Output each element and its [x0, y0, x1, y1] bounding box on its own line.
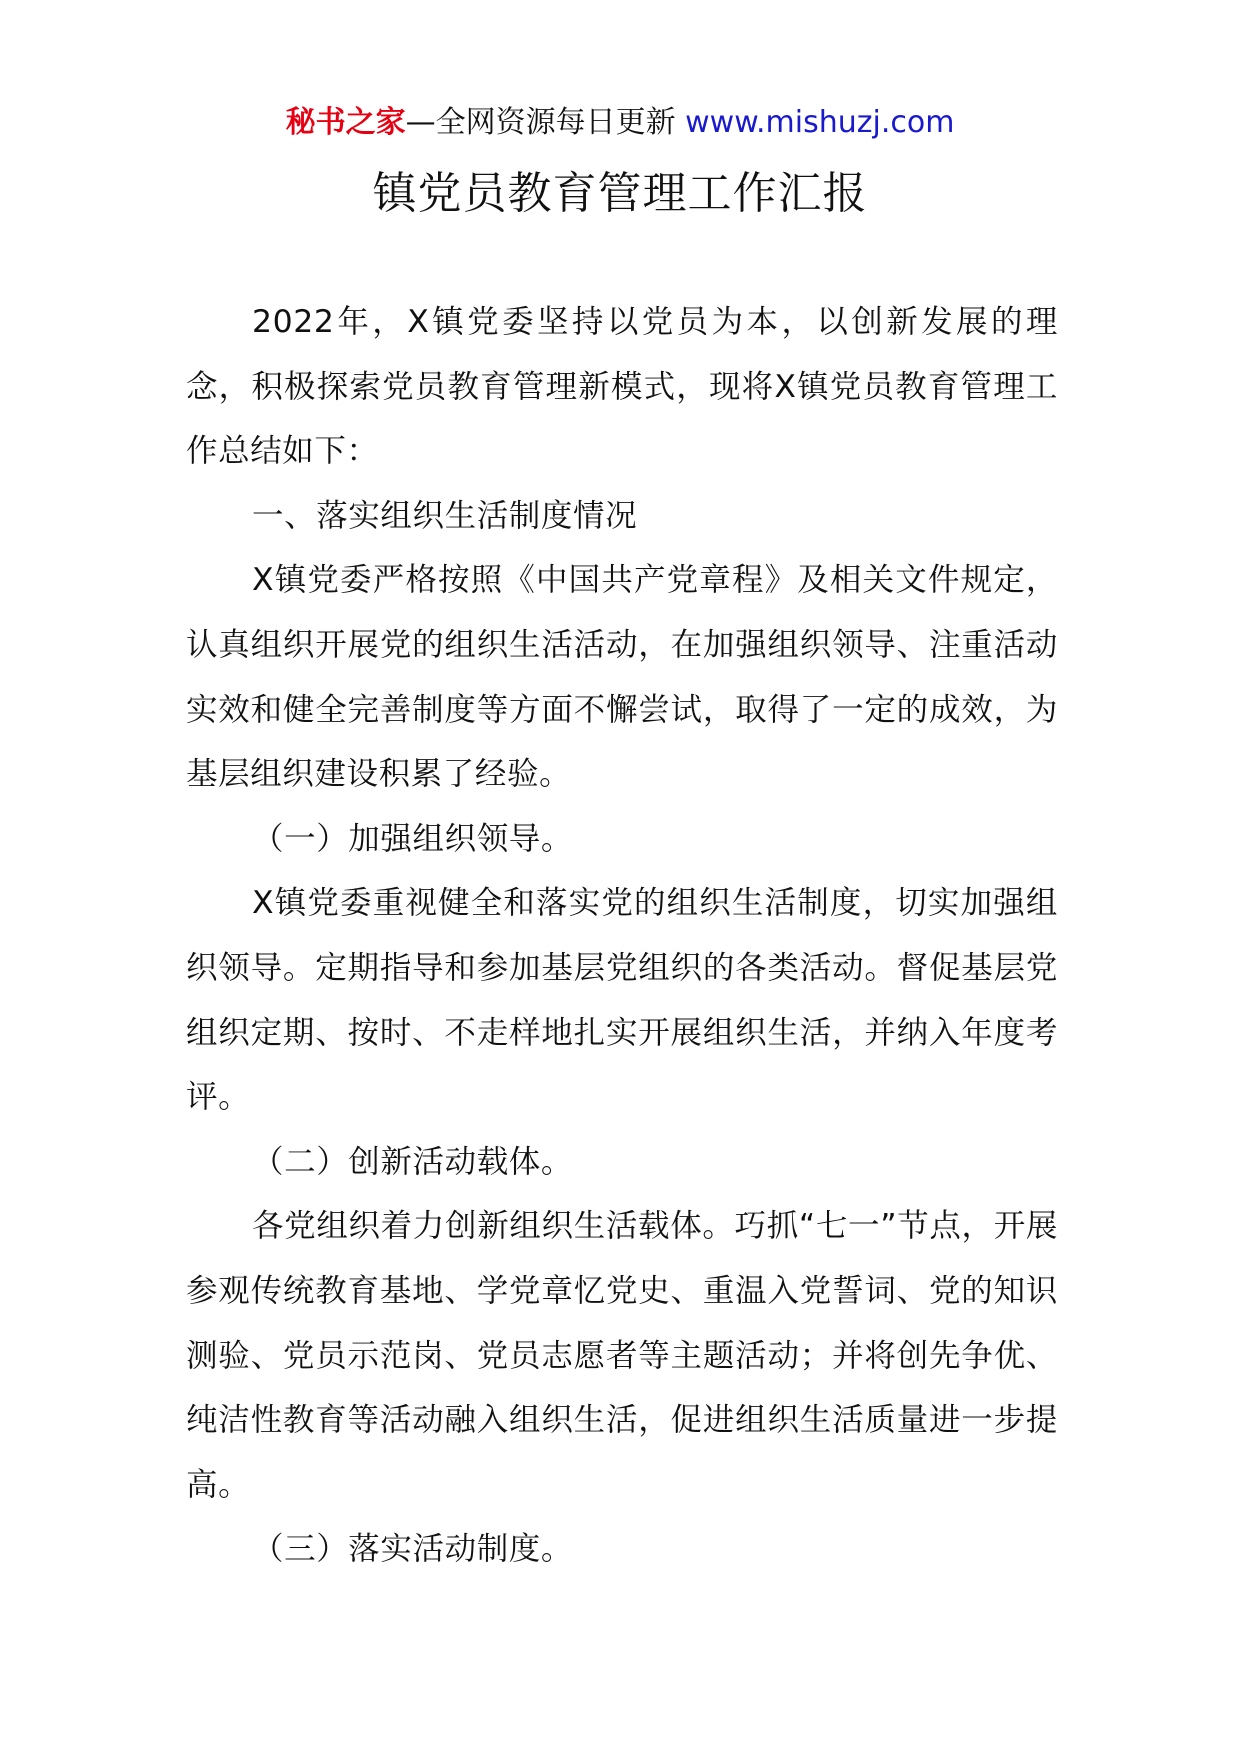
- brand-name: 秘书之家: [285, 105, 406, 140]
- subsection-heading: （三）落实活动制度。: [252, 1531, 574, 1568]
- body-paragraph: X镇党委重视健全和落实党的组织生活制度，切实加强组织领导。定期指导和参加基层党组织的各类活动。督促基层党组织定期、按时、不走样地扎实开展组织生活，并纳入年度考评。: [186, 885, 1058, 1116]
- document-body: [186, 290, 1058, 1582]
- subsection-heading: （二）创新活动载体。: [252, 1143, 574, 1180]
- site-header: [0, 98, 1240, 148]
- subsection-heading: （一）加强组织领导。: [252, 820, 574, 857]
- section-heading: 一、落实组织生活制度情况: [252, 497, 638, 534]
- intro-paragraph: 2022年，X镇党委坚持以党员为本，以创新发展的理念，积极探索党员教育管理新模式，现将X镇党员教育管理工作总结如下：: [186, 304, 1058, 470]
- site-url-link[interactable]: www.mishuzj.com: [685, 105, 955, 140]
- document-title: 镇党员教育管理工作汇报: [372, 168, 868, 219]
- body-paragraph: 各党组织着力创新组织生活载体。巧抓“七一”节点，开展参观传统教育基地、学党章忆党史、重温入党誓词、党的知识测验、党员示范岗、党员志愿者等主题活动；并将创先争优、纯洁性教育等活动融入组织生活，促进组织生活质量进一步提高。: [186, 1208, 1058, 1503]
- body-paragraph: X镇党委严格按照《中国共产党章程》及相关文件规定，认真组织开展党的组织生活活动，在加强组织领导、注重活动实效和健全完善制度等方面不懈尝试，取得了一定的成效，为基层组织建设积累了经验。: [186, 562, 1058, 793]
- header-tagline: —全网资源每日更新: [405, 105, 686, 140]
